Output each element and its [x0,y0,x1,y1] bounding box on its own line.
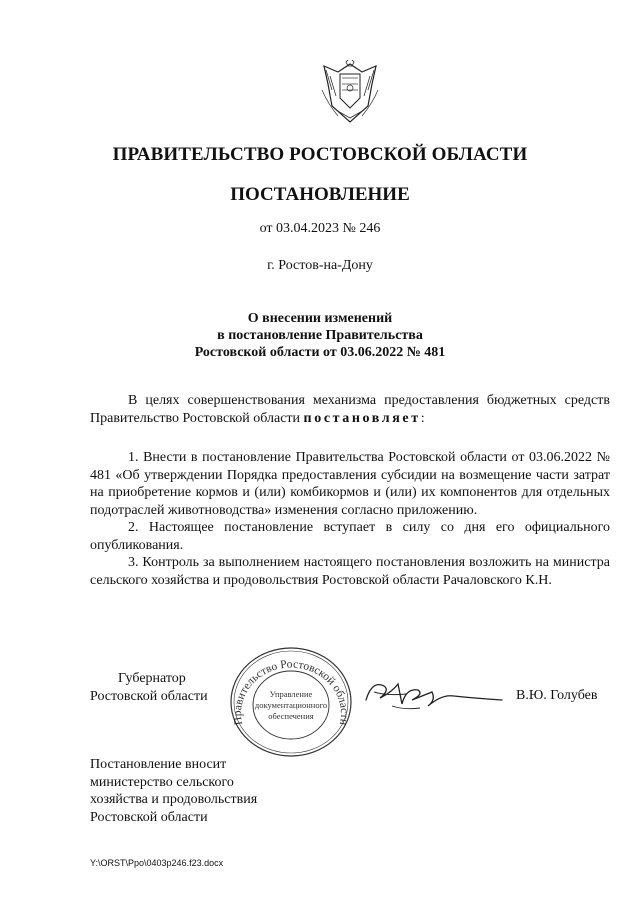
decree-item: 3. Контроль за выполнением настоящего постановления возложить на министра сельского хозяйства и продовольствия Ростовской области Рачаловского К.Н. [90,555,610,588]
decree-word: постановляет [303,410,421,426]
decree-items [90,449,610,589]
decree-item: 1. Внести в постановление Правительства Ростовской области от 03.06.2022 № 481 «Об утверждении Порядка предоставления субсидии на возмещение части затрат на приобретение кормов и (или) комбикормов и (или) их компонентов для отдельных подотраслей животноводства» изменения согласно приложению. [90,450,610,518]
position-line: Губернатор [118,671,186,686]
government-title: ПРАВИТЕЛЬСТВО РОСТОВСКОЙ ОБЛАСТИ [112,144,528,165]
submitted-by-line: хозяйства и продовольствия [90,792,258,807]
subject-line: в постановление Правительства [217,328,423,343]
decree-item: 2. Настоящее постановление вступает в силу со дня его официального опубликования. [90,520,610,553]
document-city: г. Ростов-на-Дону [267,258,373,273]
stamp-inner-line: документационного [254,700,328,710]
submitted-by-block [90,756,257,826]
subject-line: Ростовской области от 03.06.2022 № 481 [194,345,446,360]
handwritten-signature-icon [362,670,507,720]
preamble-text: В целях совершенствования механизма предоставления бюджетных средств Правительство Ростовской области [90,393,610,426]
subject-line: О внесении изменений [247,311,393,326]
submitted-by-line: Ростовской области [90,809,208,825]
submitted-by-line: Постановление вносит [90,757,227,772]
document-date-number: от 03.04.2023 № 246 [259,221,381,236]
file-path: Y:\ORST\Ppo\0403p246.f23.docx [90,858,224,868]
submitted-by-line: министерство сельского [90,774,234,790]
preamble-paragraph [90,392,610,427]
document-subject [0,310,640,361]
coat-of-arms-emblem-icon [318,60,382,128]
signatory-position [90,670,208,706]
stamp-inner-line: обеспечения [268,711,314,721]
official-stamp [226,645,356,760]
preamble-end: : [420,410,425,426]
stamp-inner-line: Управление [269,689,313,699]
document-type: ПОСТАНОВЛЕНИЕ [230,184,410,205]
position-line: Ростовской области [90,689,208,704]
stamp-outer-text: Правительство Ростовской области [231,658,351,727]
signatory-name: В.Ю. Голубев [516,688,598,703]
